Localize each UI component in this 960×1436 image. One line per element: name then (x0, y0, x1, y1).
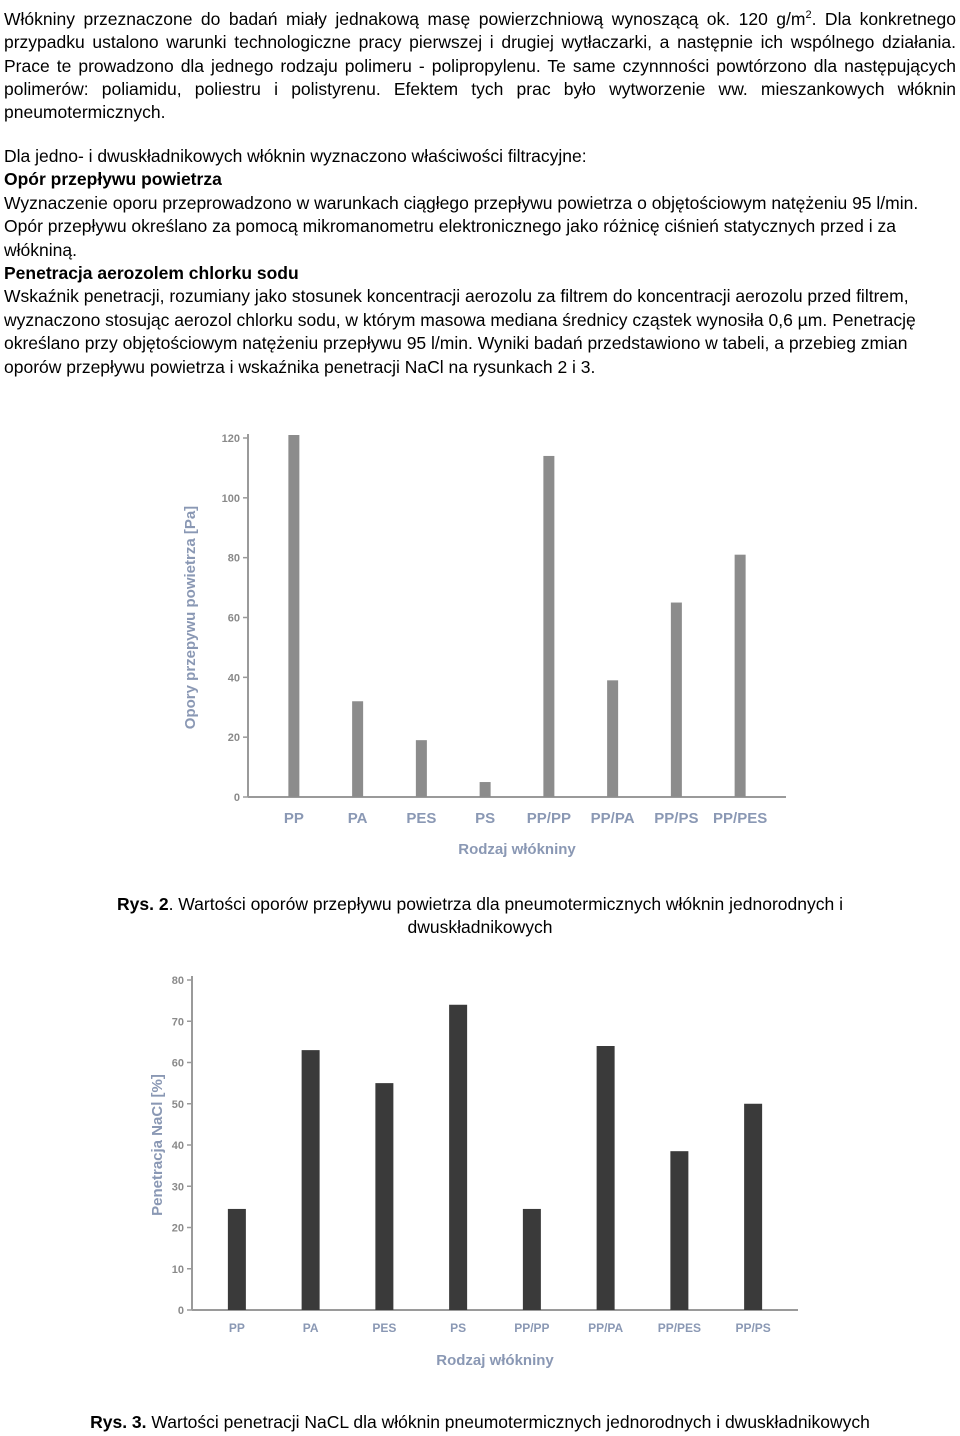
bar (543, 456, 554, 797)
figure-2-text: . Wartości oporów przepływu powietrza dla pneumotermicznych włóknin jednorodnych i dwuskładnikowych (168, 894, 843, 938)
figure-2-label: Rys. 2 (117, 894, 169, 914)
bar (302, 1050, 320, 1310)
y-tick-label: 50 (171, 1098, 184, 1111)
filtration-intro (4, 145, 956, 379)
x-category-label: PP (283, 810, 304, 827)
x-category-label: PP/PES (657, 1321, 702, 1335)
figure-3-caption (0, 1411, 960, 1434)
y-tick-label: 40 (171, 1140, 184, 1152)
bar (607, 680, 618, 797)
y-tick-label: 40 (227, 672, 240, 685)
x-category-label: PP/PA (588, 1321, 624, 1335)
x-category-label: PP/PP (526, 810, 571, 827)
y-tick-label: 120 (221, 433, 240, 445)
y-tick-label: 10 (171, 1263, 184, 1276)
bar (671, 603, 682, 797)
y-tick-label: 60 (171, 1057, 184, 1070)
y-tick-label: 30 (171, 1181, 184, 1194)
superscript-2: 2 (805, 9, 812, 21)
intro-text-a: Włókniny przeznaczone do badań miały jednakową masę powierzchniową wynoszącą ok. 120 g/m (4, 8, 806, 29)
x-category-label: PP/PS (654, 810, 699, 827)
bar (744, 1104, 762, 1310)
x-axis-label: Rodzaj włókniny (436, 1352, 554, 1369)
bar (228, 1209, 246, 1310)
air-resistance-chart (150, 420, 810, 870)
figure-3-text: Wartości penetracji NaCL dla włóknin pneumotermicznych jednorodnych i dwuskładnikowych (146, 1412, 870, 1432)
x-axis-label: Rodzaj włókniny (458, 841, 576, 858)
heading-nacl-penetration: Penetracja aerozolem chlorku sodu (4, 263, 299, 284)
bar (597, 1046, 615, 1310)
x-category-label: PES (372, 1321, 397, 1335)
y-tick-label: 0 (177, 1305, 184, 1317)
bar (480, 782, 491, 797)
intro-paragraph (4, 4, 956, 125)
figure-3-label: Rys. 3. (90, 1412, 147, 1432)
y-axis-label: Penetracja NaCl [%] (149, 1074, 166, 1216)
y-tick-label: 60 (227, 612, 240, 625)
x-category-label: PP/PS (735, 1321, 771, 1335)
filtration-intro-text: Dla jedno- i dwuskładnikowych włóknin wyznaczono właściwości filtracyjne: (4, 146, 587, 166)
y-tick-label: 0 (233, 792, 240, 804)
intro-text-b: . Dla konkretnego przypadku ustalono warunki technologiczne pracy pierwszej i drugiej wytłaczarki, a następnie ich wspólnego działania. Prace te prowadzono dla jednego rodzaju polimeru - polipropylenu. Te same czynnności powtórzono dla następujących polimerów: poliamidu, poliestru i polistyrenu. Efektem tych prac było wytworzenie ww. mieszankowych włóknin pneumotermicznych. (4, 8, 956, 123)
y-tick-label: 70 (171, 1016, 184, 1029)
bar (670, 1151, 688, 1310)
bar (523, 1209, 541, 1310)
y-tick-label: 80 (227, 552, 240, 565)
y-axis-label: Opory przepywu powietrza [Pa] (182, 505, 199, 730)
x-category-label: PP/PA (590, 810, 635, 827)
y-tick-label: 100 (221, 492, 240, 505)
figure-2-caption (0, 893, 960, 940)
x-category-label: PP/PP (514, 1321, 550, 1335)
x-category-label: PS (475, 810, 496, 827)
bar (735, 555, 746, 797)
x-category-label: PP/PES (713, 810, 768, 827)
x-category-label: PA (347, 810, 368, 827)
heading-air-resistance: Opór przepływu powietrza (4, 169, 222, 190)
x-category-label: PES (406, 810, 437, 827)
x-category-label: PS (450, 1321, 467, 1335)
x-category-label: PP (228, 1321, 245, 1335)
bar (288, 435, 299, 797)
bar (416, 740, 427, 797)
y-tick-label: 80 (171, 975, 184, 987)
x-category-label: PA (302, 1321, 319, 1335)
bar (352, 701, 363, 797)
air-resistance-text: Wyznaczenie oporu przeprowadzono w warunkach ciągłego przepływu powietrza o objętościowym natężeniu 95 l/min. Opór przepływu określano za pomocą mikromanometru elektronicznego jako różnicę ciśnień statycznych przed i za włókniną. (4, 192, 919, 260)
y-tick-label: 20 (171, 1222, 184, 1235)
bar (449, 1005, 467, 1310)
y-tick-label: 20 (227, 732, 240, 745)
bar (375, 1083, 393, 1310)
nacl-penetration-chart (140, 965, 820, 1375)
nacl-penetration-text: Wskaźnik penetracji, rozumiany jako stosunek koncentracji aerozolu za filtrem do koncentracji aerozolu przed filtrem, wyznaczono stosując aerozol chlorku sodu, w którym masowa mediana średnicy cząstek wynosiła 0,6 µm. Penetrację określano przy objętościowym natężeniu przepływu 95 l/min. Wyniki badań przedstawiono w tabeli, a przebieg zmian oporów przepływu powietrza i wskaźnika penetracji NaCl na rysunkach 2 i 3. (4, 286, 916, 377)
